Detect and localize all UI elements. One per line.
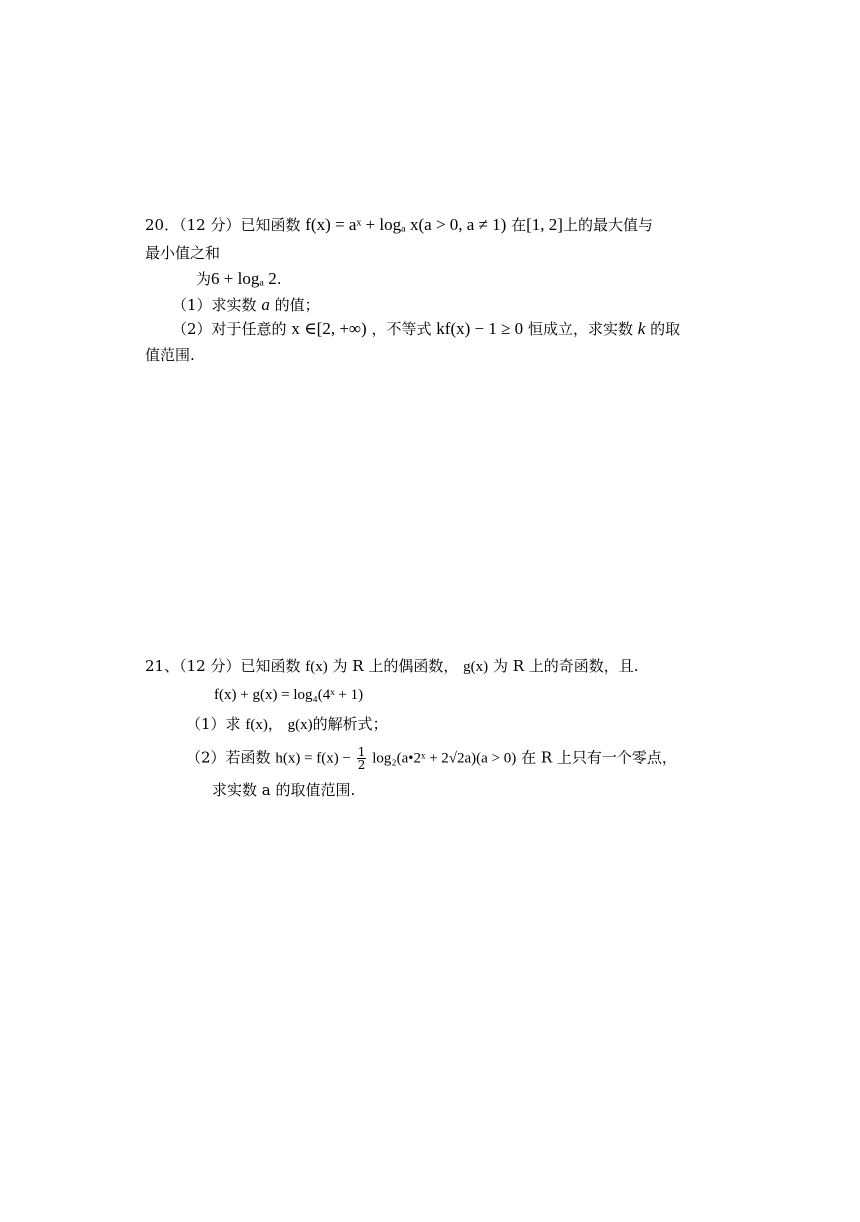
q20-function: f(x) = aˣ + logₐ x(a > 0, a ≠ 1) (305, 215, 507, 234)
q21-t2: 为 R 上的奇函数，且. (492, 657, 639, 675)
q21-g: g(x) (463, 659, 489, 675)
q20-line3 (196, 268, 282, 290)
q20-part2-math1: x ∈[2, +∞) (291, 319, 367, 338)
q21-t1: 为 R 上的偶函数， (332, 657, 459, 675)
q20-part2-line2 (145, 344, 195, 366)
q20-number: 20． (145, 216, 180, 234)
q20-part1 (172, 294, 320, 316)
q20-part2 (172, 318, 680, 340)
q21-part2-fraction (357, 746, 367, 771)
q20-part1-tail: 的值； (274, 296, 320, 314)
q21-part2-h: h(x) = f(x) − (275, 750, 351, 767)
q20-part2-var: k (637, 319, 646, 338)
q21-part1-label: （1）求 (186, 715, 241, 733)
q21-part2-line2 (212, 779, 355, 801)
q20-line3-suffix: . (276, 270, 282, 288)
q21-part1 (186, 713, 388, 736)
q21-part2-log: log₂(a•2ˣ + 2√2a)(a > 0) (372, 750, 517, 767)
q21-part1-f: f(x) (245, 717, 268, 733)
q21-part1-tail: 的解析式； (312, 715, 388, 733)
q21-part1-g: g(x) (287, 717, 313, 733)
q20-part2-label: （2）对于任意的 (172, 320, 287, 338)
q20-interval: [1, 2] (526, 215, 563, 234)
q20-part2-tail: 恒成立，求实数 (527, 320, 633, 338)
q21-part2-frac-den: 2 (357, 758, 366, 772)
q20-part2-math2: kf(x) − 1 ≥ 0 (436, 319, 524, 338)
q20-score: （12 分） (179, 216, 241, 234)
q20-part2-line2-text: 值范围. (145, 346, 195, 364)
q21-part1-sep: ， (267, 715, 283, 733)
q20-part1-var: a (261, 295, 270, 314)
q21-part2 (186, 746, 677, 771)
q20-part2-end: 的取 (650, 320, 681, 338)
q21-f: f(x) (305, 659, 328, 675)
q20-mid: 在 (511, 216, 527, 234)
q20-lead: 已知函数 (240, 216, 301, 234)
q20-line2-text: 最小值之和 (145, 244, 221, 262)
q20-part1-label: （1）求实数 (172, 296, 257, 314)
q21-score: （12 分） (179, 657, 241, 675)
q21-equation-line (214, 683, 363, 706)
q21-number: 21、 (145, 657, 180, 675)
q20-line1 (145, 214, 653, 236)
q21-part2-label: （2）若函数 (186, 748, 271, 767)
q21-part2-frac-num: 1 (357, 745, 366, 759)
q21-lead: 已知函数 (240, 657, 301, 675)
q20-line2 (145, 242, 220, 264)
q20-tail: 上的最大值与 (562, 216, 653, 234)
q21-equation: f(x) + g(x) = log₄(4ˣ + 1) (214, 687, 364, 703)
q21-part2-line2-text: 求实数 a 的取值范围. (212, 781, 356, 799)
q21-part2-tail: 在 R 上只有一个零点， (521, 748, 677, 767)
q21-line1 (145, 655, 639, 678)
q20-line3-prefix: 为 (196, 270, 212, 288)
q20-part2-mid: ，不等式 (371, 320, 432, 338)
q20-line3-math: 6 + logₐ 2 (211, 269, 277, 288)
